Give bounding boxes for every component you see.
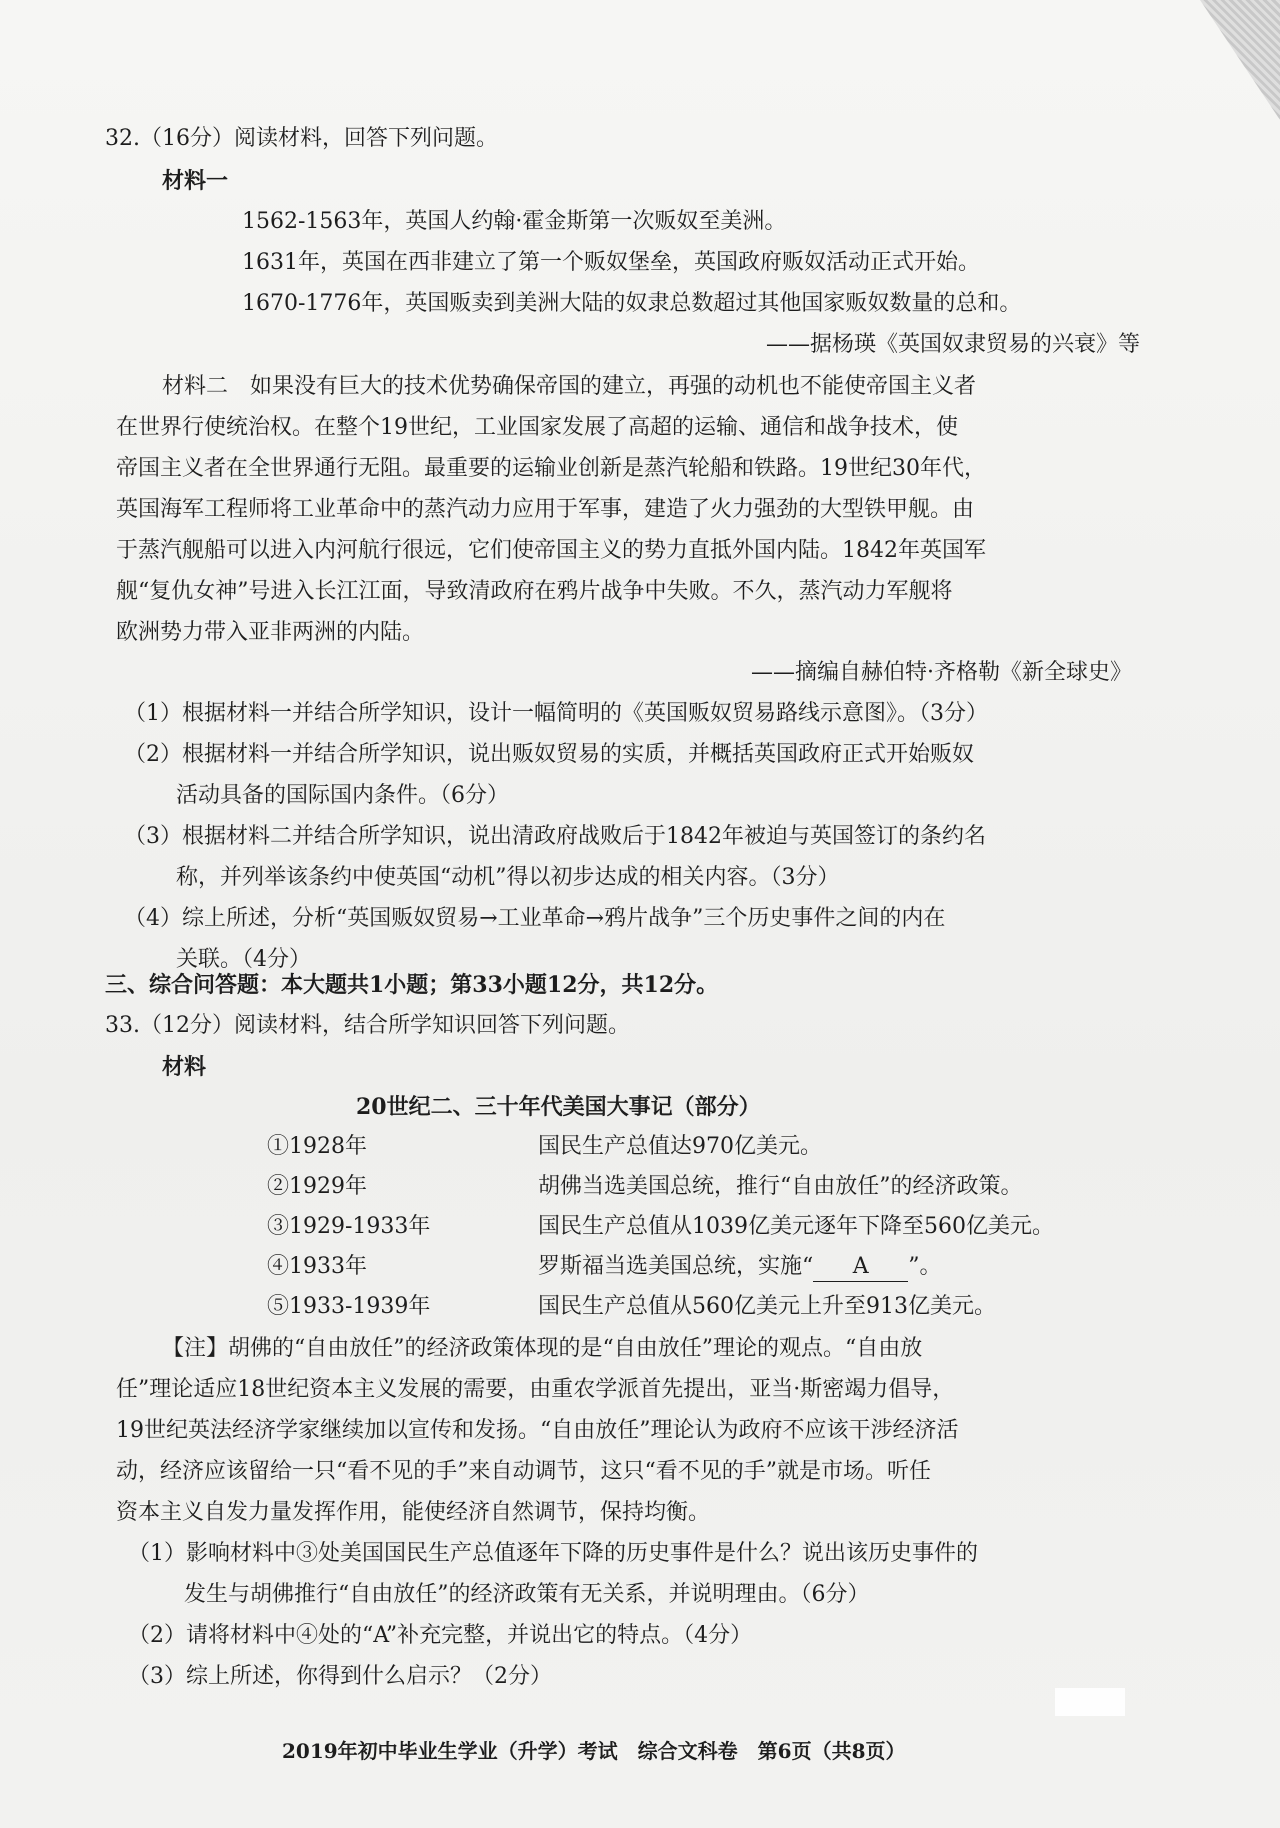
q32-question-4: （4）综上所述，分析“英国贩奴贸易→工业革命→鸦片战争”三个历史事件之间的内在 — [124, 906, 946, 931]
event-text — [538, 1250, 942, 1284]
q32-material2-line: 欧洲势力带入亚非两洲的内陆。 — [116, 620, 425, 645]
section3-heading: 三、综合问答题：本大题共1小题；第33小题12分，共12分。 — [105, 972, 719, 998]
q33-question-1: （1）影响材料中③处美国国民生产总值逐年下降的历史事件是什么？说出该历史事件的 — [128, 1541, 978, 1566]
q32-question-2: （2）根据材料一并结合所学知识，说出贩奴贸易的实质，并概括英国政府正式开始贩奴 — [124, 742, 974, 767]
page-corner-decoration — [1200, 0, 1280, 120]
page-footer: 2019年初中毕业生学业（升学）考试 综合文科卷 第6页（共8页） — [282, 1739, 906, 1763]
event-year: ⑤1933-1939年 — [267, 1294, 431, 1319]
q32-question-4-cont: 关联。（4分） — [176, 947, 311, 972]
q32-material2-line: 于蒸汽舰船可以进入内河航行很远，它们使帝国主义的势力直抵外国内陆。1842年英国军 — [116, 538, 986, 563]
q32-material2-line: 在世界行使统治权。在整个19世纪，工业国家发展了高超的运输、通信和战争技术，使 — [116, 415, 958, 440]
q33-material-label: 材料 — [162, 1054, 207, 1080]
event-text-post: ”。 — [908, 1254, 942, 1279]
event-year: ②1929年 — [267, 1174, 367, 1199]
q33-note-line: 【注】胡佛的“自由放任”的经济政策体现的是“自由放任”理论的观点。“自由放 — [162, 1336, 923, 1361]
q32-material2-line: 舰“复仇女神”号进入长江江面，导致清政府在鸦片战争中失败。不久，蒸汽动力军舰将 — [116, 579, 953, 604]
q32-material1-line: 1670-1776年，英国贩卖到美洲大陆的奴隶总数超过其他国家贩奴数量的总和。 — [242, 291, 1022, 316]
q33-table-title: 20世纪二、三十年代美国大事记（部分） — [356, 1094, 761, 1120]
q33-question-3: （3）综上所述，你得到什么启示？（2分） — [128, 1664, 552, 1689]
q33-note-line: 19世纪英法经济学家继续加以宣传和发扬。“自由放任”理论认为政府不应该干涉经济活 — [116, 1418, 959, 1443]
event-text: 国民生产总值达970亿美元。 — [538, 1134, 822, 1159]
event-text-pre: 罗斯福当选美国总统，实施“ — [538, 1254, 814, 1279]
q32-material2-line: 帝国主义者在全世界通行无阻。最重要的运输业创新是蒸汽轮船和铁路。19世纪30年代， — [116, 456, 986, 481]
q32-question-3-cont: 称，并列举该条约中使英国“动机”得以初步达成的相关内容。（3分） — [176, 865, 840, 890]
q32-material1-source: ——据杨瑛《英国奴隶贸易的兴衰》等 — [765, 332, 1140, 357]
event-text: 胡佛当选美国总统，推行“自由放任”的经济政策。 — [538, 1174, 1023, 1199]
q32-material1-line: 1631年，英国在西非建立了第一个贩奴堡垒，英国政府贩奴活动正式开始。 — [242, 250, 980, 275]
q32-material1-label: 材料一 — [162, 168, 229, 194]
q33-note-line: 动，经济应该留给一只“看不见的手”来自动调节，这只“看不见的手”就是市场。听任 — [116, 1459, 931, 1484]
q32-material1-line: 1562-1563年，英国人约翰·霍金斯第一次贩奴至美洲。 — [242, 209, 787, 234]
q32-material2-line: 英国海军工程师将工业革命中的蒸汽动力应用于军事，建造了火力强劲的大型铁甲舰。由 — [116, 497, 975, 522]
event-year: ④1933年 — [267, 1254, 367, 1279]
q32-question-1: （1）根据材料一并结合所学知识，设计一幅简明的《英国贩奴贸易路线示意图》。（3分） — [124, 701, 988, 726]
q33-note-line: 任”理论适应18世纪资本主义发展的需要，由重农学派首先提出，亚当·斯密竭力倡导， — [116, 1377, 955, 1402]
event-text: 国民生产总值从560亿美元上升至913亿美元。 — [538, 1294, 996, 1319]
answer-blank-a: A — [813, 1253, 908, 1282]
scan-mark — [1055, 1688, 1125, 1716]
q33-header: 33.（12分）阅读材料，结合所学知识回答下列问题。 — [105, 1013, 630, 1038]
event-text: 国民生产总值从1039亿美元逐年下降至560亿美元。 — [538, 1214, 1054, 1239]
q32-material2-line: 材料二 如果没有巨大的技术优势确保帝国的建立，再强的动机也不能使帝国主义者 — [162, 374, 977, 399]
q32-question-2-cont: 活动具备的国际国内条件。（6分） — [176, 783, 509, 808]
q33-question-2: （2）请将材料中④处的“A”补充完整，并说出它的特点。（4分） — [128, 1623, 753, 1648]
q33-note-line: 资本主义自发力量发挥作用，能使经济自然调节，保持均衡。 — [116, 1500, 711, 1525]
event-year: ③1929-1933年 — [267, 1214, 431, 1239]
q32-question-3: （3）根据材料二并结合所学知识，说出清政府战败后于1842年被迫与英国签订的条约名 — [124, 824, 986, 849]
q33-question-1-cont: 发生与胡佛推行“自由放任”的经济政策有无关系，并说明理由。（6分） — [184, 1582, 870, 1607]
q32-material2-source: ——摘编自赫伯特·齐格勒《新全球史》 — [751, 660, 1132, 685]
event-year: ①1928年 — [267, 1134, 367, 1159]
q32-header: 32.（16分）阅读材料，回答下列问题。 — [105, 126, 498, 151]
